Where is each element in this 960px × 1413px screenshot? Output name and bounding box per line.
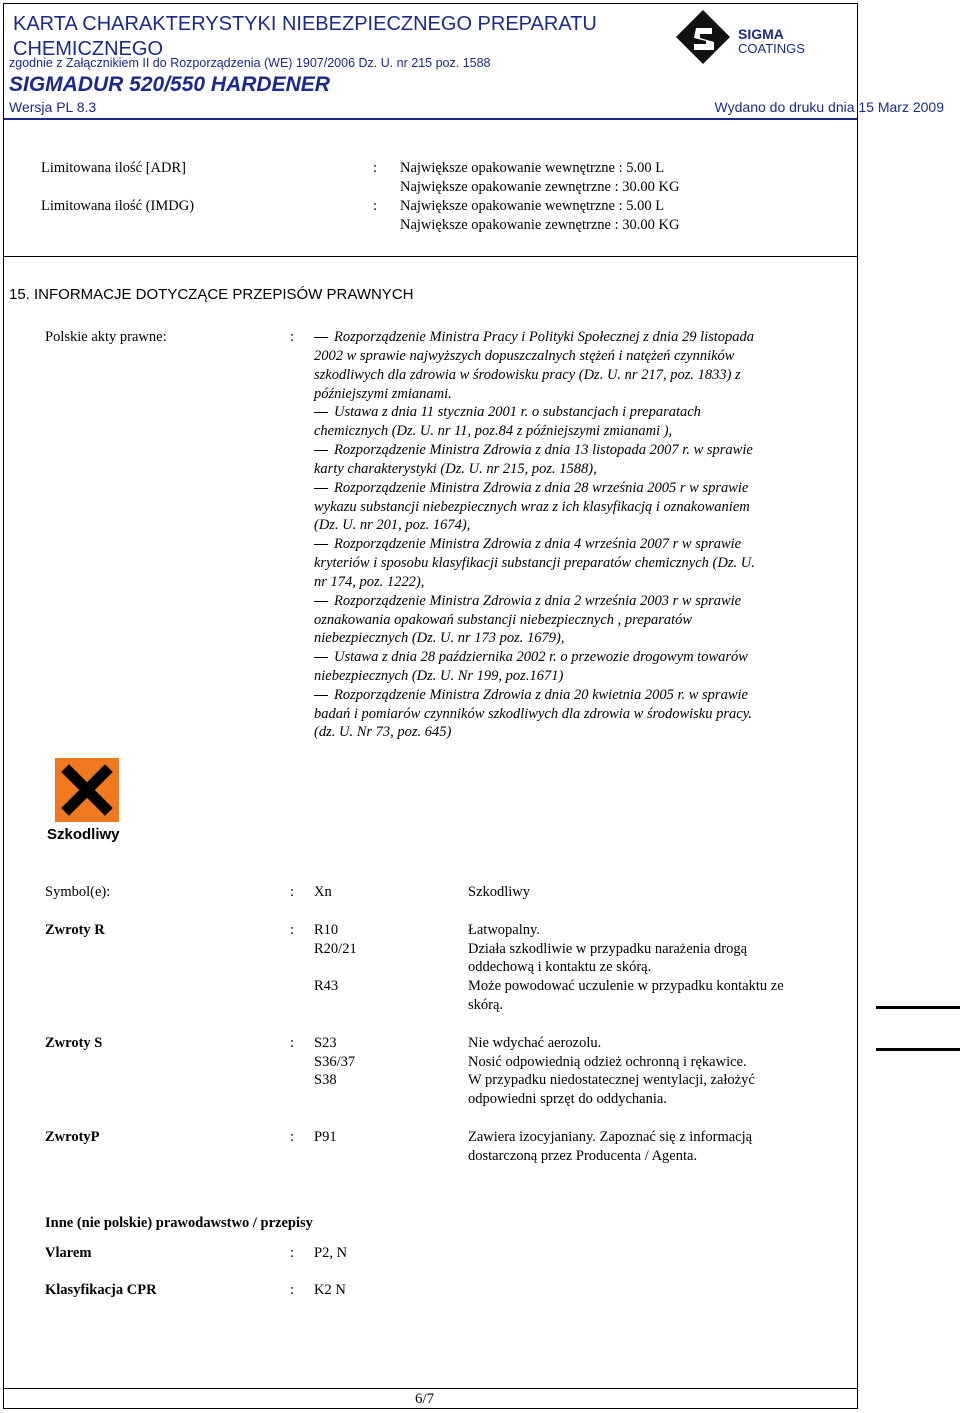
dash-bullet: [314, 488, 328, 489]
r-text: oddechową i kontaktu ze skórą.: [468, 959, 652, 975]
revision-bar: [876, 1006, 960, 1009]
polish-acts-label: Polskie akty prawne:: [45, 329, 167, 345]
print-date: Wydano do druku dnia 15 Marz 2009: [714, 99, 944, 115]
r-code: R10: [314, 922, 339, 938]
s-code: S38: [314, 1072, 337, 1088]
regulation-line: 2002 w sprawie najwyższych dopuszczalnych stężeń i natężeń czynników: [314, 348, 735, 364]
regulation-line: Rozporządzenie Ministra Pracy i Polityki Społecznej z dnia 29 listopada: [314, 329, 754, 346]
dash-bullet: [314, 412, 328, 413]
cpr-value: K2 N: [314, 1282, 346, 1298]
adr-inner: Największe opakowanie wewnętrzne : 5.00 L: [400, 160, 665, 176]
document-title: KARTA CHARAKTERYSTYKI NIEBEZPIECZNEGO PREPARATU CHEMICZNEGO: [13, 13, 597, 60]
p-phrases-label: ZwrotyP: [45, 1129, 100, 1145]
regulation-line: Rozporządzenie Ministra Zdrowia z dnia 13 listopada 2007 r. w sprawie: [314, 442, 753, 459]
section-divider: [4, 256, 857, 257]
cpr-label: Klasyfikacja CPR: [45, 1282, 157, 1298]
adr-label: Limitowana ilość [ADR]: [41, 160, 186, 176]
logo-line1: SIGMA: [738, 26, 784, 42]
colon: :: [290, 1129, 295, 1145]
symbol-text: Szkodliwy: [468, 884, 531, 900]
regulation-line: Rozporządzenie Ministra Zdrowia z dnia 20 kwietnia 2005 r. w sprawie: [314, 687, 748, 704]
r-text: Może powodować uczulenie w przypadku kontaktu ze: [468, 978, 784, 994]
regulation-line: kryteriów i sposobu klasyfikacji substancji preparatów chemicznych (Dz. U.: [314, 555, 755, 571]
imdg-outer: Największe opakowanie zewnętrzne : 30.00 KG: [400, 217, 680, 233]
regulation-line: niebezpiecznych (Dz. U. nr 173 poz. 1679),: [314, 630, 565, 646]
regulation-line: Rozporządzenie Ministra Zdrowia z dnia 2 września 2003 r w sprawie: [314, 593, 741, 610]
colon: :: [290, 1035, 295, 1051]
imdg-label: Limitowana ilość (IMDG): [41, 198, 195, 214]
colon: :: [290, 1245, 295, 1261]
harmful-hazard-icon: [55, 758, 119, 822]
section-15-title: 15. INFORMACJE DOTYCZĄCE PRZEPISÓW PRAWNYCH: [9, 286, 414, 303]
other-legislation-title: Inne (nie polskie) prawodawstwo / przepisy: [45, 1215, 313, 1231]
r-text: Działa szkodliwie w przypadku narażenia drogą: [468, 941, 748, 957]
adr-outer: Największe opakowanie zewnętrzne : 30.00 KG: [400, 179, 680, 195]
symbol-label: Symbol(e):: [45, 884, 111, 900]
imdg-inner: Największe opakowanie wewnętrzne : 5.00 L: [400, 198, 665, 214]
dash-bullet: [314, 544, 328, 545]
r-code: R20/21: [314, 941, 357, 957]
s-text: Nosić odpowiednią odzież ochronną i rękawice.: [468, 1054, 747, 1070]
regulation-line: niebezpiecznych (Dz. U. Nr 199, poz.1671): [314, 668, 564, 684]
revision-bar: [876, 1048, 960, 1051]
vlarem-value: P2, N: [314, 1245, 348, 1261]
colon: :: [290, 1282, 295, 1298]
dash-bullet: [314, 657, 328, 658]
r-text: skórą.: [468, 997, 504, 1013]
p-code: P91: [314, 1129, 337, 1145]
version: Wersja PL 8.3: [9, 99, 97, 115]
dash-bullet: [314, 337, 328, 338]
dash-bullet: [314, 450, 328, 451]
regulation-line: (dz. U. Nr 73, poz. 645): [314, 724, 452, 740]
s-text: odpowiedni sprzęt do oddychania.: [468, 1091, 667, 1107]
dash-bullet: [314, 601, 328, 602]
regulation-line: Ustawa z dnia 11 stycznia 2001 r. o substancjach i preparatach: [314, 404, 701, 421]
r-phrases-label: Zwroty R: [45, 922, 105, 938]
vlarem-label: Vlarem: [45, 1245, 92, 1261]
r-code: R43: [314, 978, 339, 994]
regulation-line: Ustawa z dnia 28 października 2002 r. o przewozie drogowym towarów: [314, 649, 748, 666]
regulation-line: karty charakterystyki (Dz. U. nr 215, poz. 1588),: [314, 461, 597, 477]
regulation-line: Rozporządzenie Ministra Zdrowia z dnia 28 września 2005 r w sprawie: [314, 480, 748, 497]
regulation-line: chemicznych (Dz. U. nr 11, poz.84 z późniejszymi zmianami ),: [314, 423, 673, 439]
page-number: 6/7: [415, 1391, 435, 1407]
colon: :: [290, 329, 295, 345]
regulation-line: badań i pomiarów czynników szkodliwych dla zdrowia w środowisku pracy.: [314, 706, 752, 722]
p-text: Zawiera izocyjaniany. Zapoznać się z informacją: [468, 1129, 753, 1145]
regulation-line: Rozporządzenie Ministra Zdrowia z dnia 4 września 2007 r w sprawie: [314, 536, 741, 553]
s-code: S36/37: [314, 1054, 356, 1070]
colon: :: [290, 884, 295, 900]
colon: :: [373, 160, 378, 176]
regulation-line: szkodliwych dla zdrowia w środowisku pracy (Dz. U. nr 217, poz. 1833) z: [314, 367, 741, 383]
regulation-line: wykazu substancji niebezpiecznych wraz z ich klasyfikacją i oznakowaniem: [314, 499, 750, 515]
symbol-code: Xn: [314, 884, 332, 900]
document-subtitle: zgodnie z Załącznikiem II do Rozporządzenia (WE) 1907/2006 Dz. U. nr 215 poz. 1588: [9, 56, 491, 70]
header-divider: [4, 118, 857, 120]
colon: :: [373, 198, 378, 214]
colon: :: [290, 922, 295, 938]
logo-line2: COATINGS: [738, 41, 805, 56]
s-code: S23: [314, 1035, 337, 1051]
regulation-line: oznakowania opakowań substancji niebezpiecznych , preparatów: [314, 612, 693, 628]
hazard-label: Szkodliwy: [47, 826, 120, 843]
footer-divider: [4, 1388, 857, 1389]
regulation-line: (Dz. U. nr 201, poz. 1674),: [314, 517, 471, 533]
regulation-line: nr 174, poz. 1222),: [314, 574, 425, 590]
p-text: dostarczoną przez Producenta / Agenta.: [468, 1148, 698, 1164]
product-name: SIGMADUR 520/550 HARDENER: [9, 73, 330, 96]
regulation-line: późniejszymi zmianami.: [314, 386, 452, 402]
r-text: Łatwopalny.: [468, 922, 540, 938]
s-text: Nie wdychać aerozolu.: [468, 1035, 602, 1051]
s-phrases-label: Zwroty S: [45, 1035, 103, 1051]
s-text: W przypadku niedostatecznej wentylacji, założyć: [468, 1072, 755, 1088]
dash-bullet: [314, 695, 328, 696]
